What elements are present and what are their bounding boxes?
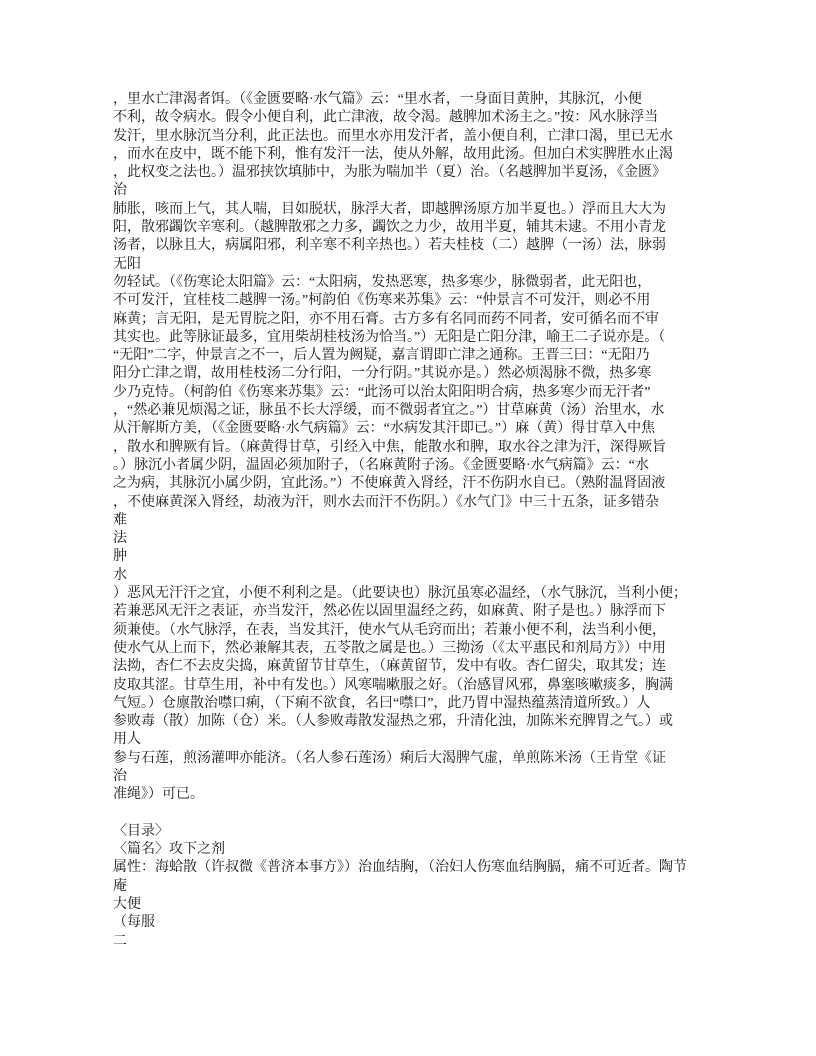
text-line: ，里水亡津渴者饵。（《金匮要略·水气篇》云：“里水者，一身面目黄肿，其脉沉，小便 <box>113 92 642 107</box>
text-line: 难 <box>113 512 127 528</box>
text-line: 水 <box>113 567 127 583</box>
text-line: “无阳”二字，仲景言之不一，后人置为阙疑，嘉言谓即亡津之通称。王晋三曰：“无阳乃 <box>113 348 650 364</box>
text-line: 阳分亡津之谓，故用桂枝汤二分行阳，一分行阴。”其说亦是。）然必烦渴脉不微，热多寒 <box>113 366 652 382</box>
text-line: 庵 <box>113 878 127 894</box>
document-text <box>113 91 719 951</box>
text-line: 气短。）仓廪散治噤口痢，（下痢不欲食，名曰“噤口”，此乃胃中湿热蕴蒸清道所致。）人 <box>113 695 651 711</box>
text-line: 其实也。此等脉证最多，宜用柴胡桂枝汤为恰当。”）无阳是亡阳分津，喻王二子说亦是。（ <box>113 329 666 345</box>
text-line: 准绳》）可已。 <box>113 787 204 803</box>
text-line: 使水气从上而下，然必兼解其表，五苓散之属是也。）三拗汤（《太平惠民和剂局方》）中用 <box>113 640 666 656</box>
text-line: ，不使麻黄深入肾经，劫液为汗，则水去而汗不伤阴。）《水气门》中三十五条，证多错杂 <box>113 494 659 510</box>
text-line: 阳，散邪蠲饮辛寒利。（越脾散邪之力多，蠲饮之力少，故用半夏，辅其未逮。不用小青龙 <box>113 220 666 236</box>
text-line: 麻黄；言无阳，是无胃脘之阳，亦不用石膏。古方多有名同而药不同者，安可循名而不审 <box>113 311 659 327</box>
text-line: 〈目录〉 <box>113 823 169 839</box>
text-line: 从汗解斯方美，（《金匮要略·水气病篇》云：“水病发其汗即已。”）麻（黄）得甘草入中焦 <box>113 421 656 437</box>
text-line: 法 <box>113 531 127 547</box>
text-line: 〈篇名〉攻下之剂 <box>113 842 225 858</box>
text-line: 之为病，其脉沉小属少阴，宜此汤。”）不使麻黄入肾经，汗不伤阴水自已。（熟附温肾固液 <box>113 476 666 492</box>
text-line: ，此权变之法也。）温邪挟饮填肺中，为胀为喘加半（夏）治。（名越脾加半夏汤，《金匮》 <box>113 165 666 181</box>
text-line: 若兼恶风无汗之表证，亦当发汗，然必佐以固里温经之药，如麻黄、附子是也。）脉浮而下 <box>113 604 666 620</box>
text-line: ，“然必兼见烦渴之证，脉虽不长大浮缓，而不微弱者宜之。”）甘草麻黄（汤）治里水，水 <box>113 403 665 419</box>
text-line: 二 <box>113 933 127 949</box>
text-line: 少乃克恃。（柯韵伯《伤寒来苏集》云：“此汤可以治太阳阳明合病，热多寒少而无汗者” <box>113 384 651 400</box>
text-line: （每服 <box>113 915 155 931</box>
text-line: 发汗，里水脉沉当分利，此正法也。而里水亦用发汗者，盖小便自利，亡津口渴，里已无水 <box>113 128 673 144</box>
text-line: 须兼使。（水气脉浮，在表，当发其汗，使水气从毛窍而出；若兼小便不利，法当利小便， <box>113 622 666 638</box>
text-line: 肺胀，咳而上气，其人喘，目如脱状，脉浮大者，即越脾汤原方加半夏也。）浮而且大大为 <box>113 201 666 217</box>
text-line: 不利，故令病水。假令小便自利，此亡津液，故令渴。越脾加术汤主之。”按：风水脉浮当 <box>113 110 659 126</box>
text-line: 勿轻试。（《伤寒论太阳篇》云：“太阳病，发热恶寒，热多寒少，脉微弱者，此无阳也， <box>113 274 652 290</box>
text-line: 参与石莲，煎汤灌呷亦能济。（名人参石莲汤）痢后大渴脾气虚，单煎陈米汤（王肯堂《证 <box>113 750 666 766</box>
text-line: 皮取其涩。甘草生用，补中有发也。）风寒喘嗽服之好。（治感冒风邪，鼻塞咳嗽痰多，胸满 <box>113 677 673 693</box>
text-line: 治 <box>113 183 127 199</box>
text-line: 用人 <box>113 732 141 748</box>
text-line <box>113 805 719 823</box>
text-line: ）恶风无汗汗之宜，小便不利利之是。（此要诀也）脉沉虽寒必温经，（水气脉沉，当利小便； <box>113 586 687 602</box>
text-line: 大便 <box>113 897 141 913</box>
text-line: 不可发汗，宜桂枝二越脾一汤。”柯韵伯《伤寒来苏集》云：“仲景言不可发汗，则必不用 <box>113 293 651 309</box>
text-line: 无阳 <box>113 256 141 272</box>
text-line: 。）脉沉小者属少阴，温固必须加附子，（名麻黄附子汤。《金匮要略·水气病篇》云：“水 <box>113 457 649 473</box>
text-line: 法拗，杏仁不去皮尖捣，麻黄留节甘草生，（麻黄留节，发中有收。杏仁留尖，取其发；连 <box>113 659 666 675</box>
text-line: 汤者，以脉且大，病属阳邪，利辛寒不利辛热也。）若夫桂枝（二）越脾（一汤）法，脉弱 <box>113 238 666 254</box>
text-line: 肿 <box>113 549 127 565</box>
text-line: 参败毒（散）加陈（仓）米。（人参败毒散发湿热之邪，升清化浊，加陈米充脾胃之气。）或 <box>113 714 673 730</box>
text-line: 属性：海蛤散（许叔微《普济本事方》）治血结胸，（治妇人伤寒血结胸膈，痛不可近者。陶节 <box>113 860 687 876</box>
text-line: ，而水在皮中，既不能下利，惟有发汗一法，使从外解，故用此汤。但加白术实脾胜水止渴 <box>113 146 673 162</box>
text-line: 治 <box>113 768 127 784</box>
text-line: ，散水和脾厥有旨。（麻黄得甘草，引经入中焦，能散水和脾，取水谷之津为汗，深得厥旨 <box>113 439 666 455</box>
